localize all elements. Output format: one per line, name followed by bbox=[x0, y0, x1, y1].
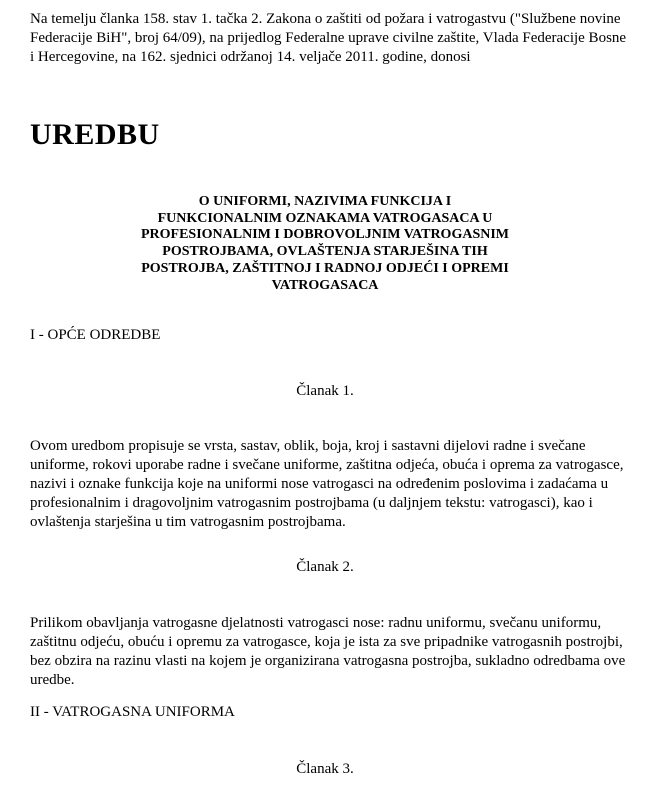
article-label: Članak 1. bbox=[296, 383, 354, 399]
document-subtitle: O UNIFORMI, NAZIVIMA FUNKCIJA I FUNKCIONALNIM OZNAKAMA VATROGASACA U PROFESIONALNIM I DOBROVOLJNIM VATROGASNIM POSTROJBAMA, OVLAŠTENJA STARJEŠINA TIH POSTROJBA, ZAŠTITNOJ I RADNOJ ODJEĆI I OPREMI VATROGASACA bbox=[140, 194, 510, 293]
section-heading: I - OPĆE ODREDBE bbox=[30, 327, 161, 343]
document-title: UREDBU bbox=[30, 118, 160, 151]
section-heading: II - VATROGASNA UNIFORMA bbox=[30, 704, 235, 720]
preamble-paragraph: Na temelju članka 158. stav 1. tačka 2. Zakona o zaštiti od požara i vatrogastvu ("Službene novine Federacije BiH", broj 64/09), na prijedlog Federalne uprave civilne zaštite, Vlada Federacije Bosne i Hercegovine, na 162. sjednici održanoj 14. veljače 2011. godine, donosi bbox=[30, 11, 627, 65]
article-paragraph: Prilikom obavljanja vatrogasne djelatnosti vatrogasci nose: radnu uniformu, svečanu uniformu, zaštitnu odjeću, obuću i opremu za vatrogasce, koja je ista za sve pripadnike vatrogasnih postrojbi, bez obzira na razinu vlasti na kojem je organizirana vatrogasna postrojba, sukladno odredbama ove uredbe. bbox=[30, 615, 626, 688]
article-paragraph: Ovom uredbom propisuje se vrsta, sastav, oblik, boja, kroj i sastavni dijelovi radne i svečane uniforme, rokovi uporabe radne i svečane uniforme, zaštitna odjeća, obuća i oprema za vatrogasce, nazivi i oznake funkcija koje na uniformi nose vatrogasci na određenim poslovima i zadaćama u profesionalnim i dragovoljnim vatrogasnim postrojbama (u daljnjem tekstu: vatrogasci), kao i ovlaštenja starješina u tim vatrogasnim postrojbama. bbox=[30, 438, 624, 530]
article-label: Članak 2. bbox=[296, 559, 354, 575]
article-label: Članak 3. bbox=[296, 761, 354, 777]
